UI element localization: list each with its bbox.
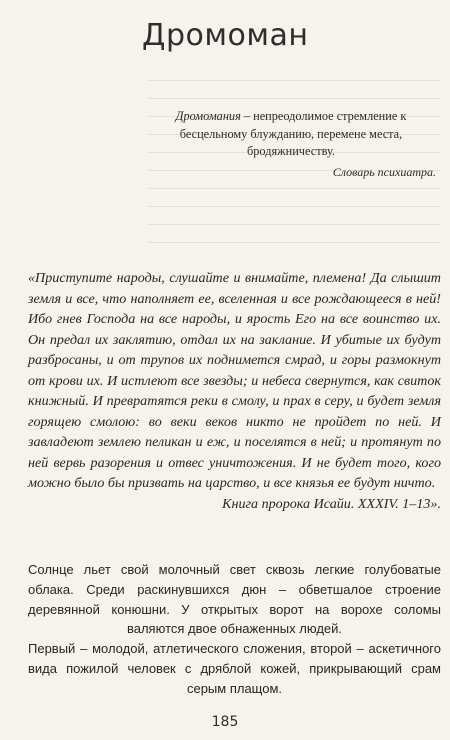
quote-source: Книга пророка Исайи. XXXIV. 1–13». (222, 495, 441, 512)
page-number: 185 (211, 714, 239, 730)
body-paragraph-2: Первый – молодой, атлетического сложения, второй – аскетичного вида пожилой человек с дряблой кожей, прикрывающий срам серым плащом. (28, 641, 441, 696)
epigraph (146, 108, 436, 181)
epigraph-source: Словарь психиатра. (332, 164, 436, 179)
main-text (28, 560, 441, 699)
chapter-title: Дромоман (142, 18, 309, 53)
quote-text: «Приступите народы, слушайте и внимайте, племена! Да слышит земля и все, что наполняет ее, вселенная и все рождающееся в ней! Ибо гнев Господа на все народы, и ярость Его на все воинство их. Он предал их заклятию, отдал их на заклание. И убитые их будут разбросаны, и от трупов их поднимется смрад, и горы размокнут от крови их. И истлеют все звезды; и небеса свернутся, как свиток книжный. И превратятся реки в смолу, и прах в серу, и будет земля горящею смолою: во веки веков никто не пройдет по ней. И завладеют землею пеликан и еж, и поселятся в ней; и протянут по ней вервь разорения и отвес уничтожения. И не будет того, кого можно было бы призвать на царство, и все князья ее будут ничто. (28, 270, 441, 491)
body-paragraph-1: Солнце льет свой молочный свет сквозь легкие голубоватые облака. Среди раскинувшихся дюн – обветшалое строение деревянной конюшни. У открытых ворот на ворохе соломы валяются двое обнаженных людей. (28, 562, 441, 637)
epigraph-term: Дромомания (175, 109, 241, 123)
scripture-quote (28, 268, 441, 514)
epigraph-definition: – непреодолимое стремление к бесцельному блужданию, перемене места, бродяжничеству. (179, 109, 407, 158)
